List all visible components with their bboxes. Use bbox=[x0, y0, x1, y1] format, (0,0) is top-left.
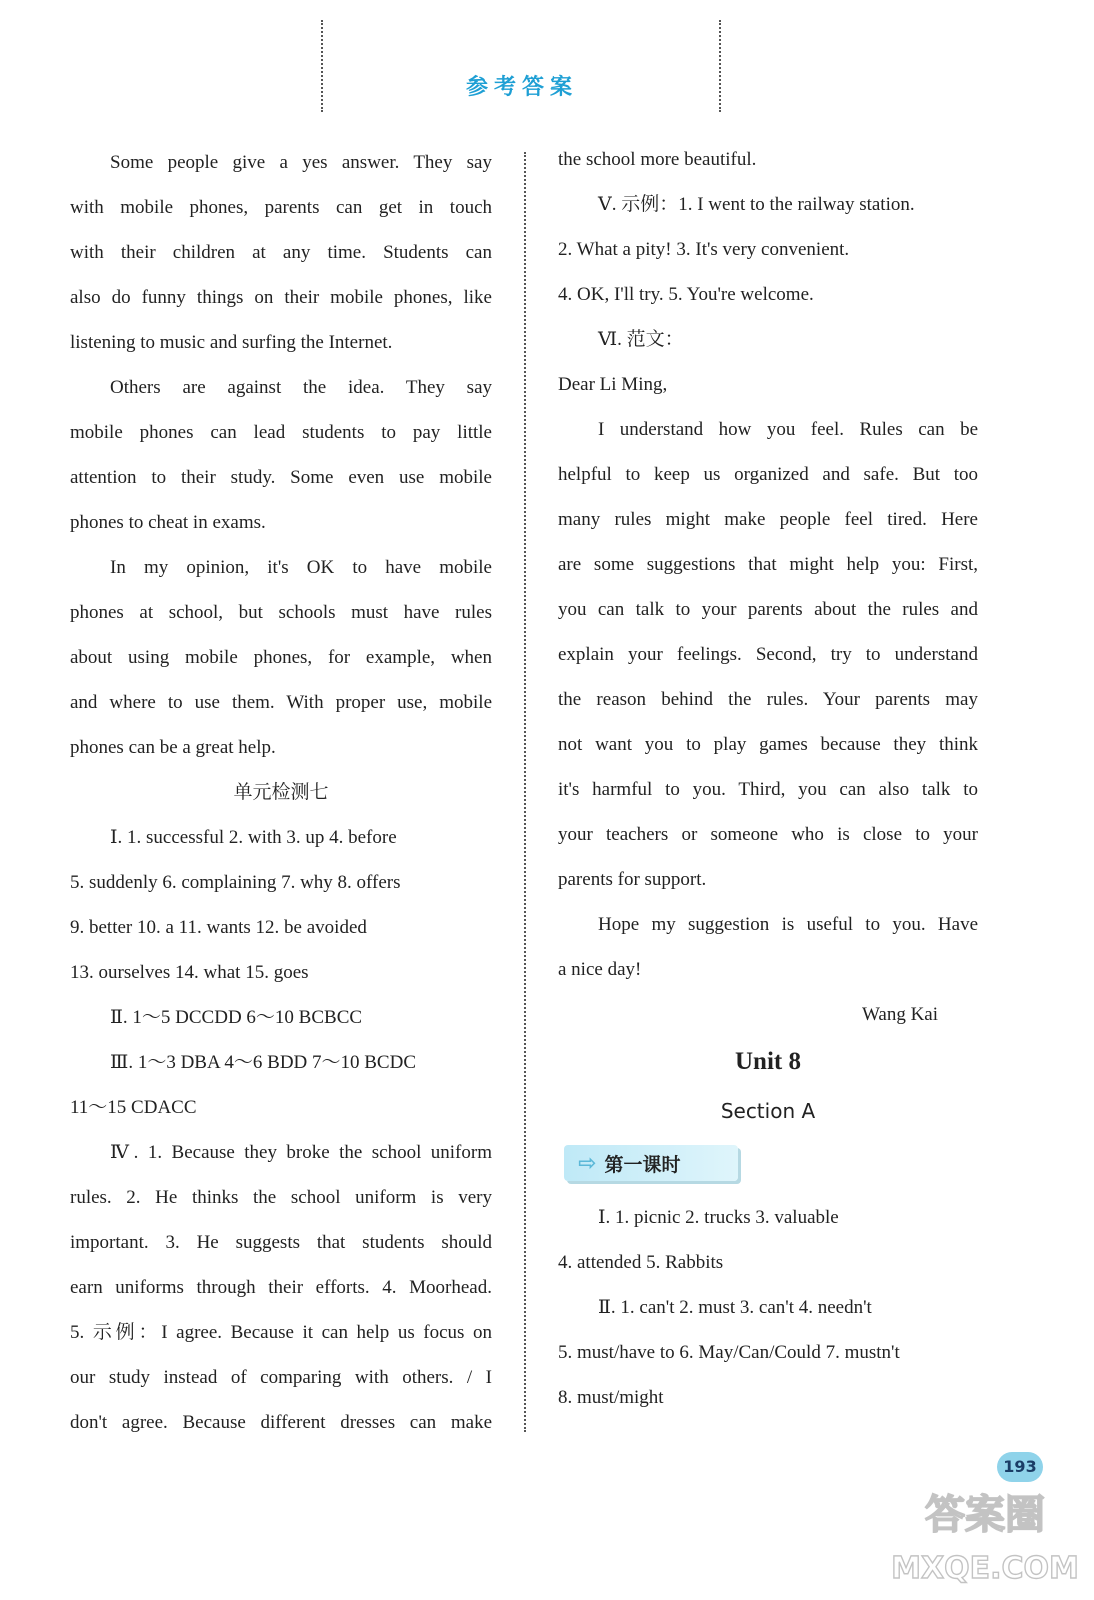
text-line: 单元检测七 bbox=[233, 782, 329, 803]
text-line: Ⅱ. 1. can't 2. must 3. can't 4. needn't bbox=[598, 1297, 872, 1318]
text-line: 13. ourselves 14. what 15. goes bbox=[70, 962, 309, 983]
watermark-text-en: MXQE.COM bbox=[891, 1551, 1079, 1586]
text-line: the school more beautiful. bbox=[558, 149, 757, 170]
left-column bbox=[70, 140, 492, 1445]
text-line: about using mobile phones, for example, when bbox=[70, 647, 492, 668]
text-line: with their children at any time. Students can bbox=[70, 242, 492, 263]
text-line: not want you to play games because they think bbox=[558, 734, 978, 755]
text-line: phones at school, but schools must have rules bbox=[70, 602, 492, 623]
text-line: mobile phones can lead students to pay little bbox=[70, 422, 492, 443]
text-line: and where to use them. With proper use, mobile bbox=[70, 692, 492, 713]
section-title: Section A bbox=[720, 1099, 816, 1123]
right-column-answers bbox=[558, 137, 978, 1037]
watermark-text-cn: 答案圈 bbox=[925, 1492, 1045, 1538]
text-line: phones can be a great help. bbox=[70, 737, 276, 758]
page-header-title: 参考答案 bbox=[465, 75, 578, 100]
lesson-banner bbox=[564, 1145, 738, 1181]
text-line: many rules might make people feel tired. Here bbox=[558, 509, 978, 530]
text-line: 5. 示例：I agree. Because it can help us focus on bbox=[70, 1322, 492, 1343]
text-line: your teachers or someone who is close to your bbox=[558, 824, 978, 845]
unit-answers bbox=[558, 1195, 978, 1420]
right-column bbox=[558, 137, 978, 1420]
text-line: listening to music and surfing the Internet. bbox=[70, 332, 393, 353]
text-line: Wang Kai bbox=[861, 1004, 938, 1025]
text-line: 11～15 CDACC bbox=[70, 1097, 197, 1118]
text-line: Some people give a yes answer. They say bbox=[110, 152, 492, 173]
page-number: 193 bbox=[997, 1452, 1043, 1482]
text-line: Ⅰ. 1. picnic 2. trucks 3. valuable bbox=[598, 1207, 839, 1228]
text-line: Ⅲ. 1～3 DBA 4～6 BDD 7～10 BCDC bbox=[110, 1052, 416, 1073]
header-divider-right bbox=[719, 20, 721, 112]
text-line: I understand how you feel. Rules can be bbox=[598, 419, 978, 440]
text-line: don't agree. Because different dresses can make bbox=[70, 1412, 492, 1433]
arrow-right-icon: ⇨ bbox=[578, 1150, 597, 1176]
unit-title: Unit 8 bbox=[735, 1048, 801, 1075]
text-line: helpful to keep us organized and safe. But too bbox=[558, 464, 978, 485]
text-line: 9. better 10. a 11. wants 12. be avoided bbox=[70, 917, 367, 938]
text-line: 5. suddenly 6. complaining 7. why 8. offers bbox=[70, 872, 401, 893]
text-line: explain your feelings. Second, try to understand bbox=[558, 644, 978, 665]
text-line: 4. OK, I'll try. 5. You're welcome. bbox=[558, 284, 814, 305]
text-line: phones to cheat in exams. bbox=[70, 512, 266, 533]
column-divider bbox=[524, 152, 526, 1432]
text-line: Dear Li Ming, bbox=[558, 374, 668, 395]
text-line: you can talk to your parents about the rules and bbox=[558, 599, 978, 620]
header-divider-left bbox=[321, 20, 323, 112]
text-line: rules. 2. He thinks the school uniform is very bbox=[70, 1187, 492, 1208]
text-line: are some suggestions that might help you: First, bbox=[558, 554, 978, 575]
text-line: a nice day! bbox=[558, 959, 642, 980]
text-line: also do funny things on their mobile phones, like bbox=[70, 287, 492, 308]
text-line: 5. must/have to 6. May/Can/Could 7. mustn't bbox=[558, 1342, 900, 1363]
text-line: Ⅳ. 1. Because they broke the school uniform bbox=[110, 1142, 492, 1163]
text-line: Others are against the idea. They say bbox=[110, 377, 492, 398]
text-line: Ⅱ. 1～5 DCCDD 6～10 BCBCC bbox=[110, 1007, 363, 1028]
text-line: the reason behind the rules. Your parents may bbox=[558, 689, 978, 710]
text-line: 4. attended 5. Rabbits bbox=[558, 1252, 724, 1273]
text-line: our study instead of comparing with others. / I bbox=[70, 1367, 492, 1388]
text-line: Ⅵ. 范文： bbox=[598, 329, 684, 350]
text-line: earn uniforms through their efforts. 4. Moorhead. bbox=[70, 1277, 492, 1298]
text-line: 2. What a pity! 3. It's very convenient. bbox=[558, 239, 850, 260]
text-line: Ⅴ. 示例：1. I went to the railway station. bbox=[598, 194, 915, 215]
text-line: important. 3. He suggests that students should bbox=[70, 1232, 492, 1253]
text-line: it's harmful to you. Third, you can also talk to bbox=[558, 779, 978, 800]
text-line: parents for support. bbox=[558, 869, 707, 890]
text-line: In my opinion, it's OK to have mobile bbox=[110, 557, 492, 578]
text-line: attention to their study. Some even use mobile bbox=[70, 467, 492, 488]
text-line: 8. must/might bbox=[558, 1387, 664, 1408]
text-line: with mobile phones, parents can get in touch bbox=[70, 197, 492, 218]
lesson-label: 第一课时 bbox=[604, 1153, 681, 1176]
text-line: Ⅰ. 1. successful 2. with 3. up 4. before bbox=[110, 827, 397, 848]
text-line: Hope my suggestion is useful to you. Have bbox=[598, 914, 978, 935]
watermark-logo bbox=[890, 1480, 1080, 1592]
